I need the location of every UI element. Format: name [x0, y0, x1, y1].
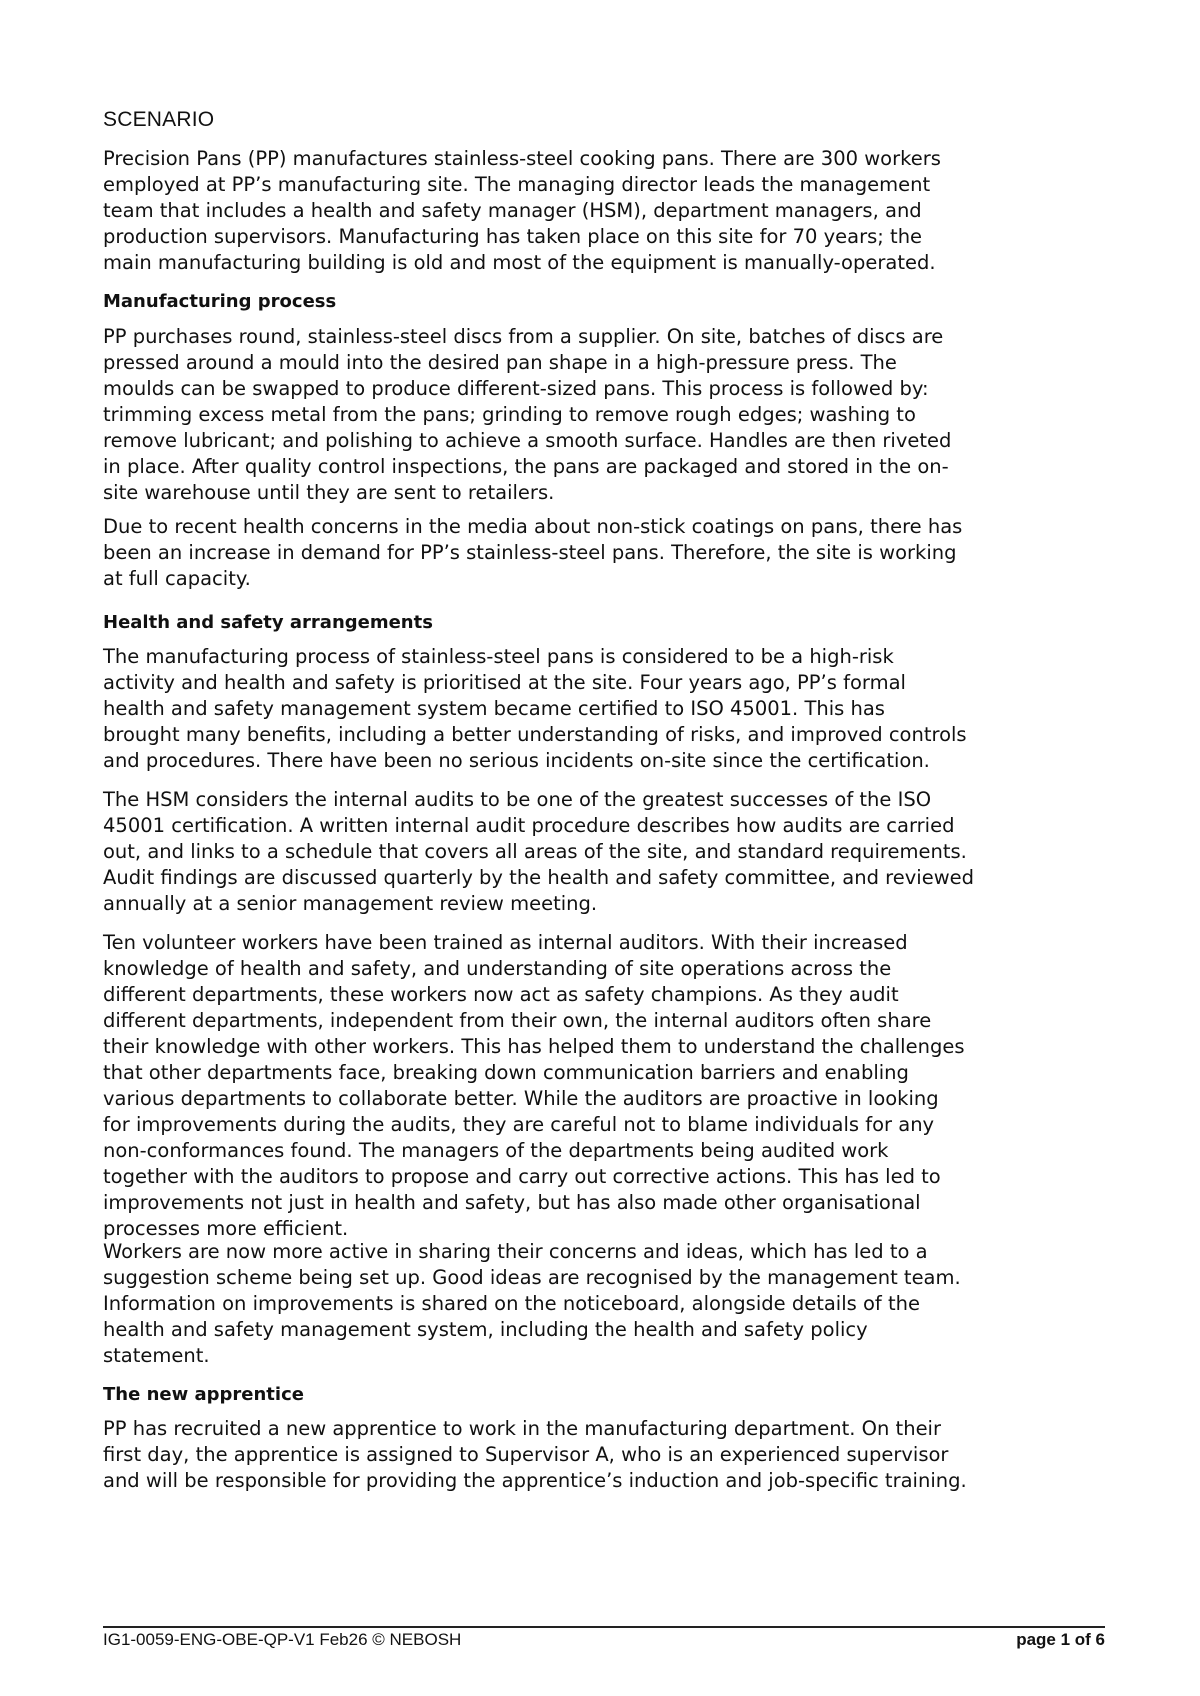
- manufacturing-paragraph-1: PP purchases round, stainless-steel discs from a supplier. On site, batches of discs are pressed around a mould into the desired pan shape in a high-pressure press. The moulds can be swapped to produce different-sized pans. This process is followed by: trimming excess metal from the pans; grinding to remove rough edges; washing to remove lubricant; and polishing to achieve a smooth surface. Handles are then riveted in place. After quality control inspections, the pans are packaged and stored in the on- site warehouse until they are sent to retailers.: [103, 325, 952, 504]
- apprentice-paragraph-1: PP has recruited a new apprentice to work in the manufacturing department. On their first day, the apprentice is assigned to Supervisor A, who is an experienced supervisor and will be responsible for providing the apprentice’s induction and job-specific training.: [103, 1417, 967, 1492]
- intro-paragraph: Precision Pans (PP) manufactures stainless-steel cooking pans. There are 300 workers employed at PP’s manufacturing site. The managing director leads the management team that includes a health and safety manager (HSM), department managers, and production supervisors. Manufacturing has taken place on this site for 70 years; the main manufacturing building is old and most of the equipment is manually-operated.: [103, 147, 941, 274]
- scenario-title: SCENARIO: [103, 108, 215, 131]
- health-safety-paragraph-4: Workers are now more active in sharing their concerns and ideas, which has led to a suggestion scheme being set up. Good ideas are recognised by the management team. Information on improvements is shared on the noticeboard, alongside details of the health and safety management system, including the health and safety policy statement.: [103, 1240, 961, 1367]
- heading-health-safety-arrangements: Health and safety arrangements: [103, 612, 433, 633]
- health-safety-paragraph-1: The manufacturing process of stainless-steel pans is considered to be a high-risk activity and health and safety is prioritised at the site. Four years ago, PP’s formal health and safety management system became certified to ISO 45001. This has brought many benefits, including a better understanding of risks, and improved controls and procedures. There have been no serious incidents on-site since the certification.: [103, 645, 967, 772]
- health-safety-paragraph-2: The HSM considers the internal audits to be one of the greatest successes of the ISO 45001 certification. A written internal audit procedure describes how audits are carried out, and links to a schedule that covers all areas of the site, and standard requirements. Audit findings are discussed quarterly by the health and safety committee, and reviewed annually at a senior management review meeting.: [103, 788, 975, 915]
- health-safety-paragraph-3: Ten volunteer workers have been trained as internal auditors. With their increased knowledge of health and safety, and understanding of site operations across the different departments, these workers now act as safety champions. As they audit different departments, independent from their own, the internal auditors often share their knowledge with other workers. This has helped them to understand the challenges that other departments face, breaking down communication barriers and enabling various departments to collaborate better. While the auditors are proactive in looking for improvements during the audits, they are careful not to blame individuals for any non-conformances found. The managers of the departments being audited work together with the auditors to propose and carry out corrective actions. This has led to improvements not just in health and safety, but has also made other organisational processes more efficient.: [103, 931, 965, 1240]
- footer-page-number: page 1 of 6: [1016, 1630, 1105, 1649]
- document-page: [103, 0, 1103, 1696]
- manufacturing-paragraph-2: Due to recent health concerns in the media about non-stick coatings on pans, there has been an increase in demand for PP’s stainless-steel pans. Therefore, the site is working at full capacity.: [103, 515, 963, 590]
- page-footer: [103, 1626, 1105, 1650]
- heading-new-apprentice: The new apprentice: [103, 1384, 304, 1405]
- heading-manufacturing-process: Manufacturing process: [103, 291, 337, 312]
- footer-reference: IG1-0059-ENG-OBE-QP-V1 Feb26 © NEBOSH: [103, 1630, 462, 1649]
